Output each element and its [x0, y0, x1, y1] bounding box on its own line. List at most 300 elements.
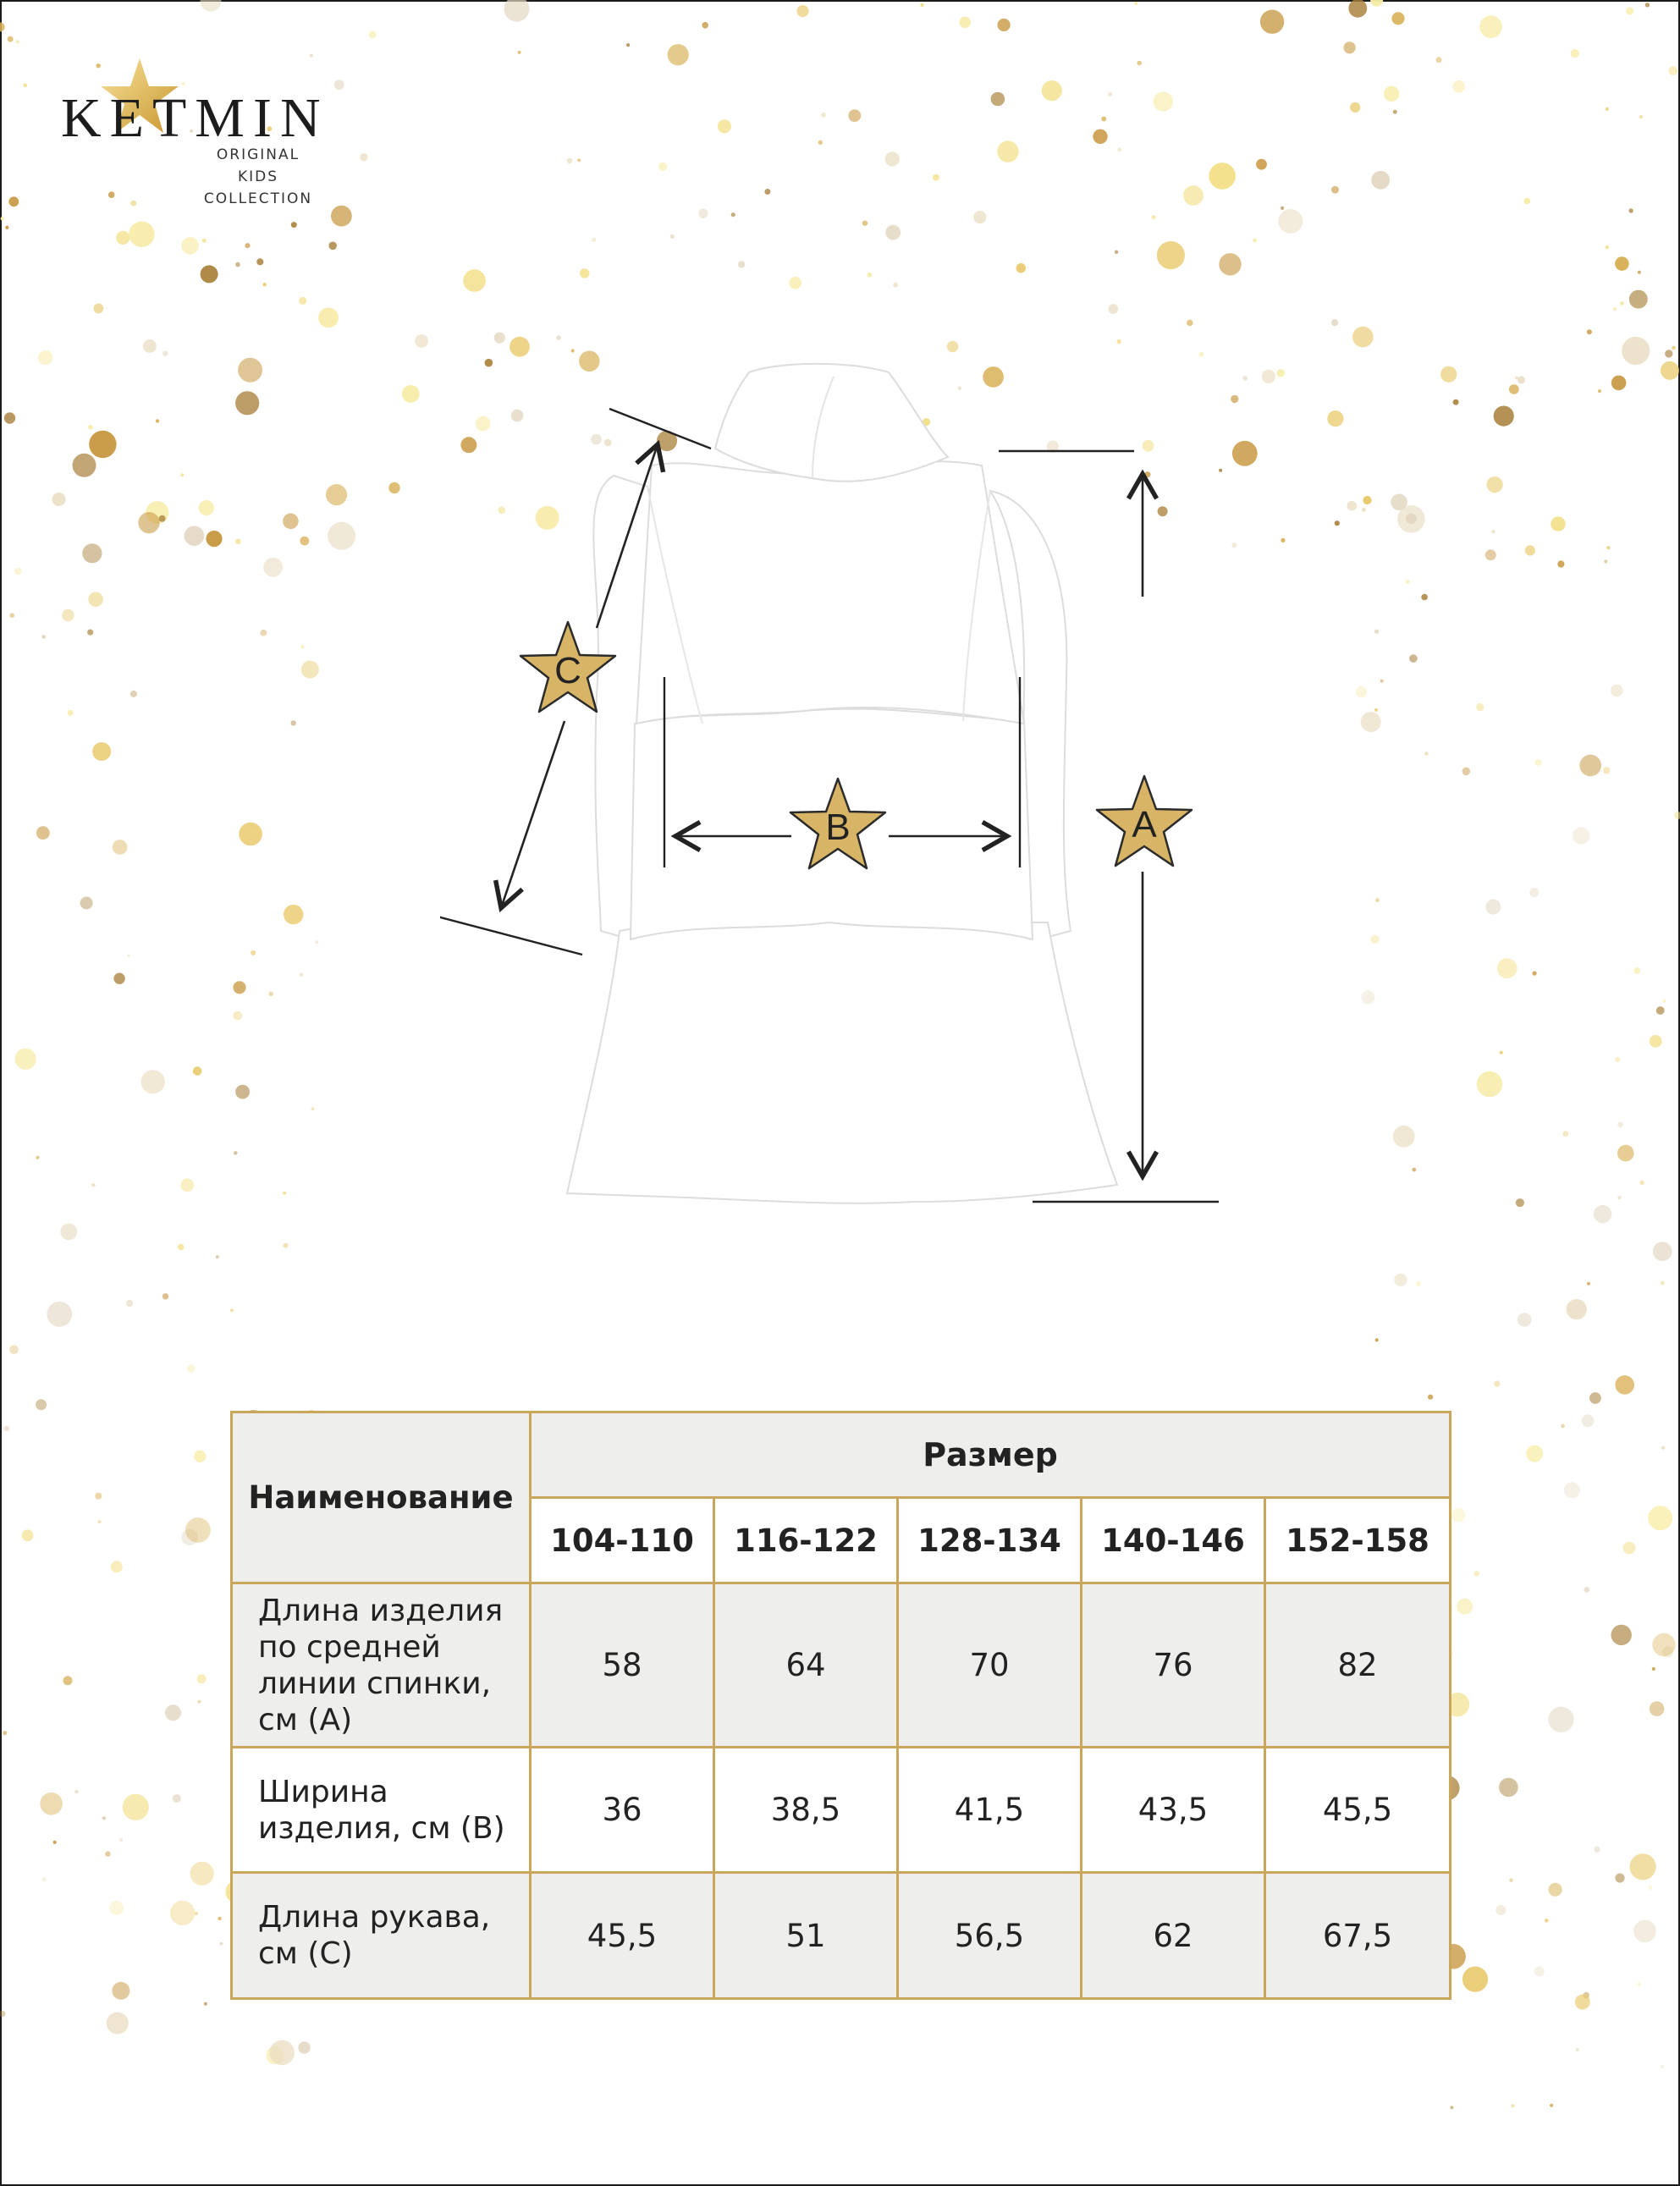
confetti-dot [1525, 545, 1535, 555]
confetti-dot [1462, 768, 1471, 776]
confetti-dot [1183, 185, 1204, 206]
confetti-dot [862, 221, 868, 226]
confetti-dot [1424, 752, 1428, 755]
confetti-dot [1668, 66, 1677, 75]
confetti-dot [138, 512, 159, 533]
confetti-dot [592, 238, 596, 242]
confetti-dot [821, 113, 826, 118]
confetti-dot [1617, 1122, 1622, 1127]
confetti-dot [1518, 1313, 1531, 1326]
confetti-dot [1331, 319, 1338, 326]
confetti-dot [263, 558, 283, 577]
confetti-dot [180, 1178, 194, 1192]
confetti-dot [119, 1838, 123, 1842]
confetti-dot [1661, 361, 1679, 380]
confetti-dot [98, 1520, 102, 1523]
confetti-dot [1374, 708, 1378, 712]
table-cell: 76 [1082, 1583, 1265, 1748]
confetti-dot [1615, 256, 1629, 271]
confetti-dot [1281, 206, 1284, 210]
confetti-dot [1409, 654, 1418, 663]
confetti-dot [1375, 1338, 1379, 1341]
confetti-dot [1575, 1995, 1590, 2010]
confetti-dot [283, 514, 299, 530]
size-column-header: 152-158 [1265, 1498, 1451, 1583]
confetti-dot [1567, 1299, 1587, 1319]
confetti-dot [1656, 1006, 1665, 1015]
confetti-dot [1134, 2, 1137, 5]
confetti-dot [263, 283, 267, 286]
marker-b-label: B [825, 807, 851, 848]
confetti-dot [577, 158, 581, 162]
confetti-dot [1101, 117, 1106, 122]
confetti-dot [1623, 1542, 1636, 1555]
confetti-dot [738, 261, 745, 267]
confetti-dot [291, 222, 297, 228]
confetti-dot [991, 92, 1005, 107]
confetti-dot [1416, 1281, 1421, 1286]
confetti-dot [0, 2011, 5, 2018]
confetti-dot [1371, 171, 1390, 190]
confetti-dot [318, 308, 339, 328]
confetti-dot [235, 262, 240, 267]
table-cell: 45,5 [1265, 1748, 1451, 1873]
confetti-dot [102, 1816, 106, 1820]
confetti-dot [113, 840, 128, 855]
confetti-dot [1421, 594, 1428, 601]
confetti-dot [195, 1912, 198, 1915]
confetti-dot [1545, 1919, 1548, 1922]
confetti-dot [88, 425, 93, 430]
confetti-dot [141, 1070, 165, 1093]
confetti-dot [92, 742, 111, 761]
table-row [232, 1583, 1451, 1748]
confetti-dot [130, 691, 137, 697]
confetti-dot [233, 981, 245, 994]
confetti-dot [1629, 290, 1648, 309]
confetti-dot [920, 3, 923, 7]
confetti-dot [415, 334, 428, 348]
confetti-dot [202, 239, 207, 243]
confetti-dot [219, 1942, 223, 1946]
confetti-dot [1451, 1508, 1466, 1522]
confetti-dot [1500, 1051, 1503, 1054]
confetti-dot [311, 1107, 315, 1110]
confetti-dot [206, 531, 222, 547]
confetti-dot [52, 493, 66, 506]
confetti-dot [1618, 1196, 1622, 1199]
confetti-dot [1633, 1920, 1656, 1943]
confetti-dot [5, 226, 8, 229]
confetti-dot [127, 954, 130, 957]
confetti-dot [38, 350, 52, 365]
confetti-dot [283, 1192, 286, 1195]
confetti-dot [245, 243, 250, 248]
confetti-dot [1380, 680, 1384, 683]
confetti-dot [9, 1345, 19, 1354]
confetti-dot [1645, 3, 1650, 7]
confetti-dot [15, 1049, 36, 1070]
confetti-dot [1638, 271, 1641, 274]
size-column-header: 140-146 [1082, 1498, 1265, 1583]
confetti-dot [1512, 2104, 1515, 2107]
confetti-dot [300, 645, 304, 648]
confetti-dot [668, 44, 689, 65]
confetti-dot [1661, 1446, 1665, 1450]
confetti-dot [23, 84, 27, 88]
confetti-dot [111, 1561, 123, 1572]
confetti-dot [1476, 703, 1484, 711]
confetti-dot [94, 304, 104, 314]
confetti-dot [1450, 2106, 1453, 2109]
confetti-dot [1440, 366, 1457, 383]
confetti-dot [1348, 0, 1367, 18]
confetti-dot [239, 823, 262, 846]
table-header-name: Наименование [232, 1412, 531, 1583]
confetti-dot [88, 592, 103, 608]
confetti-dot [238, 358, 262, 383]
confetti-dot [1457, 1599, 1473, 1615]
confetti-dot [269, 2040, 295, 2066]
confetti-dot [1661, 2065, 1664, 2068]
confetti-dot [1391, 12, 1404, 25]
confetti-dot [1412, 1168, 1416, 1172]
confetti-dot [22, 1529, 34, 1541]
confetti-dot [1262, 370, 1275, 383]
confetti-dot [1534, 1967, 1545, 1977]
confetti-dot [185, 1517, 211, 1543]
confetti-dot [1495, 1905, 1506, 1915]
confetti-dot [326, 484, 347, 505]
confetti-dot [1579, 755, 1601, 777]
table-cell: 64 [714, 1583, 898, 1748]
confetti-dot [1115, 251, 1118, 254]
table-cell: 70 [898, 1583, 1082, 1748]
confetti-dot [63, 1676, 73, 1685]
brand-tagline-line2: COLLECTION [203, 190, 313, 207]
confetti-dot [518, 51, 521, 54]
confetti-dot [1350, 102, 1360, 113]
table-cell: 82 [1265, 1583, 1451, 1748]
confetti-dot [234, 1151, 238, 1155]
confetti-dot [4, 412, 15, 423]
confetti-dot [1375, 898, 1380, 902]
confetti-dot [328, 522, 355, 550]
confetti-dot [109, 1901, 124, 1915]
confetti-dot [199, 500, 214, 515]
confetti-dot [91, 1183, 95, 1187]
confetti-dot [201, 265, 218, 283]
table-cell: 41,5 [898, 1748, 1082, 1873]
confetti-dot [1562, 1131, 1568, 1137]
confetti-dot [1551, 516, 1565, 531]
confetti-dot [1529, 888, 1539, 897]
confetti-dot [95, 1493, 102, 1500]
confetti-dot [159, 515, 166, 522]
confetti-dot [197, 1700, 201, 1704]
confetti-dot [113, 973, 124, 984]
confetti-dot [1582, 1414, 1595, 1427]
confetti-dot [369, 31, 377, 39]
confetti-dot [1093, 129, 1107, 144]
confetti-dot [1436, 57, 1442, 63]
confetti-dot [218, 1917, 221, 1920]
confetti-dot [1428, 1395, 1433, 1400]
confetti-dot [960, 17, 972, 29]
confetti-dot [9, 613, 14, 618]
confetti-dot [162, 1293, 168, 1299]
confetti-dot [1347, 501, 1358, 511]
row-label: Ширина изделия, см (В) [232, 1748, 531, 1873]
confetti-dot [230, 1308, 234, 1312]
marker-a [1097, 776, 1192, 866]
confetti-dot [1042, 80, 1062, 101]
table-cell: 45,5 [531, 1873, 714, 1999]
measurement-diagram [440, 339, 1253, 1236]
confetti-dot [68, 710, 74, 716]
confetti-dot [1370, 0, 1383, 7]
confetti-dot [1548, 1707, 1573, 1732]
confetti-dot [1648, 1506, 1672, 1530]
confetti-dot [315, 940, 318, 944]
confetti-dot [1613, 307, 1617, 311]
confetti-dot [1622, 337, 1650, 365]
size-column-header: 116-122 [714, 1498, 898, 1583]
confetti-dot [1561, 1424, 1565, 1429]
confetti-dot [8, 196, 19, 206]
confetti-dot [187, 1365, 195, 1373]
confetti-dot [105, 1851, 110, 1856]
confetti-dot [1533, 972, 1537, 976]
confetti-dot [1603, 767, 1610, 774]
confetti-dot [1327, 410, 1343, 427]
confetti-dot [1606, 546, 1610, 549]
confetti-dot [1352, 327, 1374, 348]
confetti-dot [1405, 580, 1409, 584]
confetti-dot [0, 23, 5, 32]
confetti-dot [796, 5, 808, 17]
confetti-dot [885, 225, 901, 240]
confetti-dot [1615, 1057, 1620, 1062]
confetti-dot [1278, 209, 1303, 234]
confetti-dot [284, 905, 303, 924]
confetti-dot [74, 1790, 78, 1793]
confetti-dot [55, 1797, 59, 1801]
confetti-dot [1650, 1701, 1665, 1716]
confetti-dot [1118, 148, 1122, 152]
brand-tagline-line1: ORIGINAL KIDS [216, 146, 300, 185]
table-header-size: Размер [531, 1412, 1451, 1498]
confetti-dot [1331, 186, 1339, 194]
size-column-header: 128-134 [898, 1498, 1082, 1583]
confetti-dot [868, 273, 873, 278]
confetti-dot [1152, 215, 1156, 219]
confetti-dot [80, 897, 93, 910]
confetti-dot [301, 661, 319, 679]
marker-a-label: A [1132, 804, 1157, 845]
confetti-dot [1526, 1445, 1543, 1462]
confetti-dot [1281, 538, 1285, 542]
confetti-dot [1606, 107, 1609, 111]
confetti-dot [251, 950, 256, 955]
confetti-dot [998, 19, 1011, 31]
confetti-dot [1650, 1035, 1662, 1048]
confetti-dot [193, 1066, 202, 1076]
confetti-dot [1620, 301, 1623, 305]
confetti-dot [1626, 7, 1633, 14]
confetti-dot [1571, 49, 1579, 58]
confetti-dot [256, 258, 263, 265]
confetti-dot [1587, 1282, 1590, 1286]
confetti-dot [1384, 86, 1399, 102]
confetti-dot [1494, 1380, 1500, 1386]
confetti-dot [1661, 1281, 1665, 1286]
brand-logo [51, 51, 339, 207]
confetti-dot [201, 0, 222, 12]
confetti-dot [1594, 1205, 1611, 1223]
confetti-dot [1587, 329, 1592, 334]
confetti-dot [388, 482, 399, 493]
confetti-dot [1462, 1967, 1488, 1992]
confetti-dot [789, 277, 801, 289]
confetti-dot [36, 1399, 47, 1410]
confetti-dot [718, 119, 731, 133]
confetti-dot [1598, 389, 1601, 393]
table-cell: 43,5 [1082, 1748, 1265, 1873]
confetti-dot [1639, 115, 1643, 118]
confetti-dot [216, 1255, 219, 1258]
confetti-dot [73, 454, 96, 477]
confetti-dot [3, 1731, 7, 1735]
confetti-dot [53, 1841, 57, 1844]
confetti-dot [300, 537, 309, 546]
confetti-dot [14, 568, 21, 575]
confetti-dot [36, 826, 50, 840]
confetti-dot [1497, 958, 1518, 978]
confetti-dot [268, 992, 273, 997]
table-cell: 38,5 [714, 1748, 898, 1873]
confetti-dot [8, 36, 14, 42]
confetti-dot [1557, 560, 1564, 567]
confetti-dot [1485, 900, 1501, 915]
confetti-dot [204, 2002, 207, 2006]
confetti-dot [1374, 630, 1379, 634]
confetti-dot [162, 351, 168, 356]
confetti-dot [1356, 686, 1368, 698]
confetti-dot [1277, 369, 1285, 377]
confetti-dot [331, 206, 352, 227]
confetti-dot [1653, 1242, 1672, 1261]
confetti-dot [1606, 245, 1609, 249]
table-cell: 67,5 [1265, 1873, 1451, 1999]
size-column-header: 104-110 [531, 1498, 714, 1583]
confetti-dot [107, 2013, 129, 2035]
confetti-dot [1157, 241, 1185, 269]
row-label: Длина изделия по средней линии спинки, см (А) [232, 1583, 531, 1748]
confetti-dot [165, 1704, 181, 1721]
confetti-dot [1108, 304, 1118, 314]
confetti-dot [1477, 1071, 1502, 1097]
confetti-dot [42, 635, 46, 638]
confetti-dot [42, 1877, 47, 1881]
confetti-dot [36, 1156, 40, 1159]
marker-c-label: C [554, 650, 581, 691]
confetti-dot [1615, 1375, 1634, 1395]
confetti-dot [1474, 1571, 1479, 1576]
confetti-dot [1652, 1667, 1655, 1671]
confetti-dot [1453, 399, 1459, 405]
confetti-dot [567, 158, 573, 164]
table-cell: 51 [714, 1873, 898, 1999]
confetti-dot [1550, 2104, 1553, 2107]
confetti-dot [1524, 198, 1531, 205]
confetti-dot [47, 1302, 72, 1327]
confetti-dot [1518, 376, 1525, 383]
confetti-dot [1016, 263, 1027, 273]
confetti-dot [1219, 253, 1241, 275]
confetti-dot [764, 189, 770, 195]
size-chart-table [230, 1411, 1451, 2000]
confetti-dot [1154, 91, 1173, 111]
confetti-dot [1589, 1392, 1601, 1404]
confetti-dot [1604, 559, 1607, 563]
confetti-dot [299, 297, 306, 305]
brand-tagline [195, 144, 322, 210]
confetti-dot [580, 268, 589, 278]
confetti-dot [1576, 2048, 1579, 2051]
confetti-dot [143, 339, 157, 353]
confetti-dot [1672, 346, 1676, 350]
confetti-dot [1, 217, 4, 220]
confetti-dot [1363, 496, 1371, 504]
confetti-dot [885, 151, 900, 166]
confetti-dot [893, 283, 898, 288]
confetti-dot [1633, 967, 1640, 974]
confetti-dot [1486, 476, 1502, 493]
confetti-dot [1628, 208, 1633, 212]
confetti-dot [235, 391, 259, 415]
confetti-dot [284, 1243, 289, 1248]
confetti-dot [1665, 350, 1672, 357]
confetti-dot [197, 1674, 207, 1683]
confetti-dot [1611, 685, 1623, 697]
confetti-dot [1260, 10, 1284, 34]
confetti-dot [235, 539, 240, 544]
confetti-dot [698, 209, 708, 218]
confetti-dot [298, 2041, 310, 2053]
confetti-dot [185, 526, 205, 546]
confetti-dot [1611, 1625, 1632, 1645]
confetti-dot [180, 473, 184, 476]
confetti-dot [1406, 514, 1417, 525]
confetti-dot [1637, 1982, 1641, 1986]
confetti-dot [1253, 239, 1257, 243]
confetti-dot [658, 162, 667, 171]
confetti-dot [1187, 320, 1193, 327]
confetti-dot [16, 40, 19, 43]
confetti-dot [670, 234, 675, 239]
confetti-dot [1509, 384, 1519, 394]
confetti-dot [173, 1794, 181, 1803]
confetti-dot [130, 201, 136, 206]
confetti-dot [116, 231, 129, 245]
confetti-dot [1617, 1145, 1634, 1162]
confetti-dot [1485, 549, 1496, 560]
confetti-dot [1108, 92, 1112, 96]
confetti-dot [129, 222, 154, 247]
confetti-dot [1452, 80, 1465, 93]
confetti-dot [170, 1901, 195, 1925]
